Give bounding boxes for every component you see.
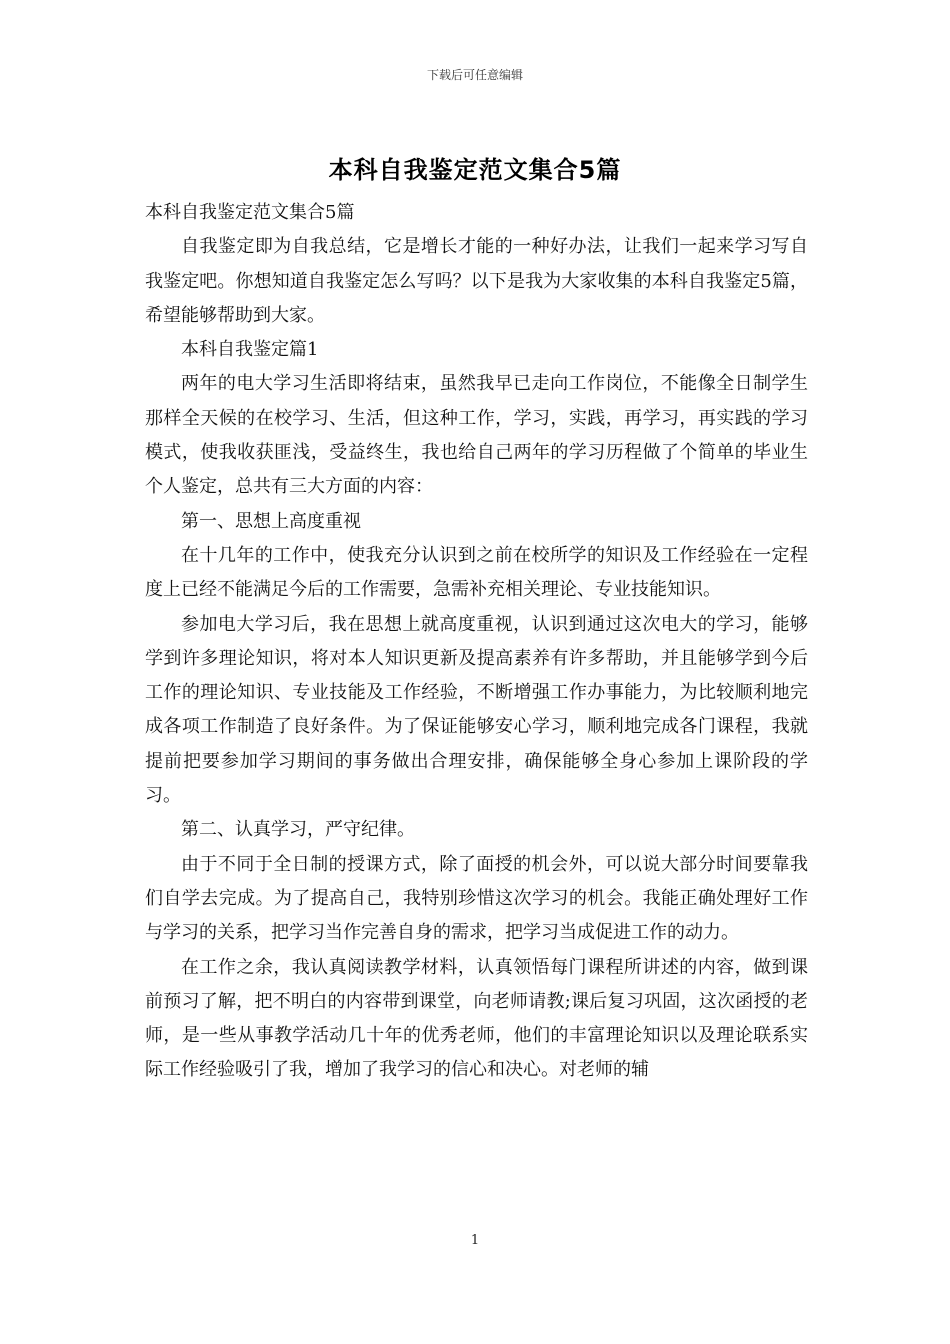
body-paragraph: 第二、认真学习，严守纪律。 <box>181 819 415 841</box>
body-paragraph: 自我鉴定即为自我总结，它是增长才能的一种好办法，让我们一起来学习写自我鉴定吧。你想知道自我鉴定怎么写吗？以下是我为大家收集的本科自我鉴定5篇，希望能够帮助到大家。 <box>145 236 808 326</box>
page-number: 1 <box>470 1233 480 1248</box>
document-body <box>145 196 808 1088</box>
body-paragraph: 本科自我鉴定篇1 <box>181 339 319 361</box>
header-note: 下载后可任意编辑 <box>426 68 523 82</box>
body-paragraph: 本科自我鉴定范文集合5篇 <box>145 202 355 223</box>
body-paragraph: 第一、思想上高度重视 <box>181 510 361 532</box>
body-paragraph: 在工作之余，我认真阅读教学材料，认真领悟每门课程所讲述的内容，做到课前预习了解，把不明白的内容带到课堂，向老师请教;课后复习巩固，这次函授的老师，是一些从事教学活动几十年的优秀老师，他们的丰富理论知识以及理论联系实际工作经验吸引了我，增加了我学习的信心和决心。对老师的辅 <box>145 956 808 1081</box>
body-paragraph: 两年的电大学习生活即将结束，虽然我早已走向工作岗位，不能像全日制学生那样全天候的在校学习、生活，但这种工作，学习，实践，再学习，再实践的学习模式，使我收获匪浅，受益终生，我也给自己两年的学习历程做了个简单的毕业生个人鉴定，总共有三大方面的内容： <box>145 373 808 498</box>
body-paragraph: 由于不同于全日制的授课方式，除了面授的机会外，可以说大部分时间要靠我们自学去完成。为了提高自己，我特别珍惜这次学习的机会。我能正确处理好工作与学习的关系，把学习当作完善自身的需求，把学习当成促进工作的动力。 <box>145 853 808 944</box>
body-paragraph: 参加电大学习后，我在思想上就高度重视，认识到通过这次电大的学习，能够学到许多理论知识，将对本人知识更新及提高素养有许多帮助，并且能够学到今后工作的理论知识、专业技能及工作经验，不断增强工作办事能力，为比较顺利地完成各项工作制造了良好条件。为了保证能够安心学习，顺利地完成各门课程，我就提前把要参加学习期间的事务做出合理安排，确保能够全身心参加上课阶段的学习。 <box>145 613 808 807</box>
body-paragraph: 在十几年的工作中，使我充分认识到之前在校所学的知识及工作经验在一定程度上已经不能满足今后的工作需要，急需补充相关理论、专业技能知识。 <box>145 544 808 601</box>
document-title: 本科自我鉴定范文集合5篇 <box>328 156 622 184</box>
